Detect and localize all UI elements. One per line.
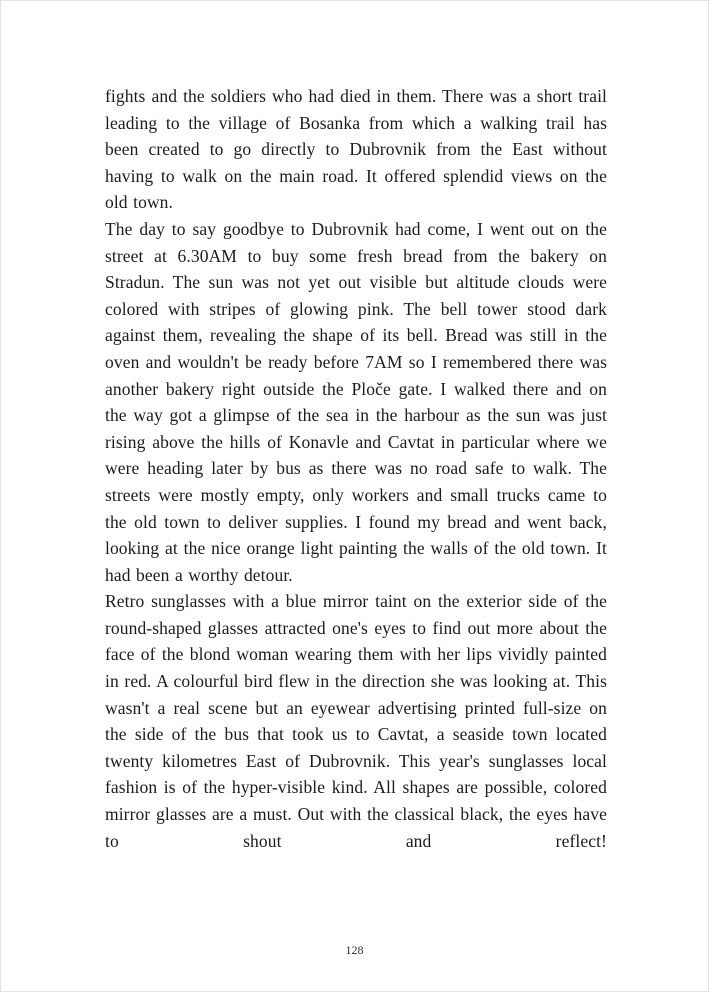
page-text-block — [105, 83, 607, 854]
paragraph-2: The day to say goodbye to Dubrovnik had come, I went out on the street at 6.30AM to buy some fresh bread from the bakery on Stradun. The sun was not yet out visible but altitude clouds were colored with stripes of glowing pink. The bell tower stood dark against them, revealing the shape of its bell. Bread was still in the oven and wouldn't be ready before 7AM so I remembered there was another bakery right outside the Ploče gate. I walked there and on the way got a glimpse of the sea in the harbour as the sun was just rising above the hills of Konavle and Cavtat in particular where we were heading later by bus as there was no road safe to walk. The streets were mostly empty, only workers and small trucks came to the old town to deliver supplies. I found my bread and went back, looking at the nice orange light painting the walls of the old town. It had been a worthy detour. — [105, 218, 607, 585]
paragraph-3: Retro sunglasses with a blue mirror taint on the exterior side of the round-shaped glasses attracted one's eyes to find out more about the face of the blond woman wearing them with her lips vividly painted in red. A colourful bird flew in the direction she was looking at. This wasn't a real scene but an eyewear advertising printed full-size on the side of the bus that took us to Cavtat, a seaside town located twenty kilometres East of Dubrovnik. This year's sunglasses local fashion is of the hyper-visible kind. All shapes are possible, colored mirror glasses are a must. Out with the classical black, the eyes have to shout and reflect! — [105, 591, 607, 851]
page-number: 128 — [345, 943, 364, 957]
paragraph-1: fights and the soldiers who had died in them. There was a short trail leading to the village of Bosanka from which a walking trail has been created to go directly to Dubrovnik from the East without having to walk on the main road. It offered splendid views on the old town. — [105, 86, 607, 213]
